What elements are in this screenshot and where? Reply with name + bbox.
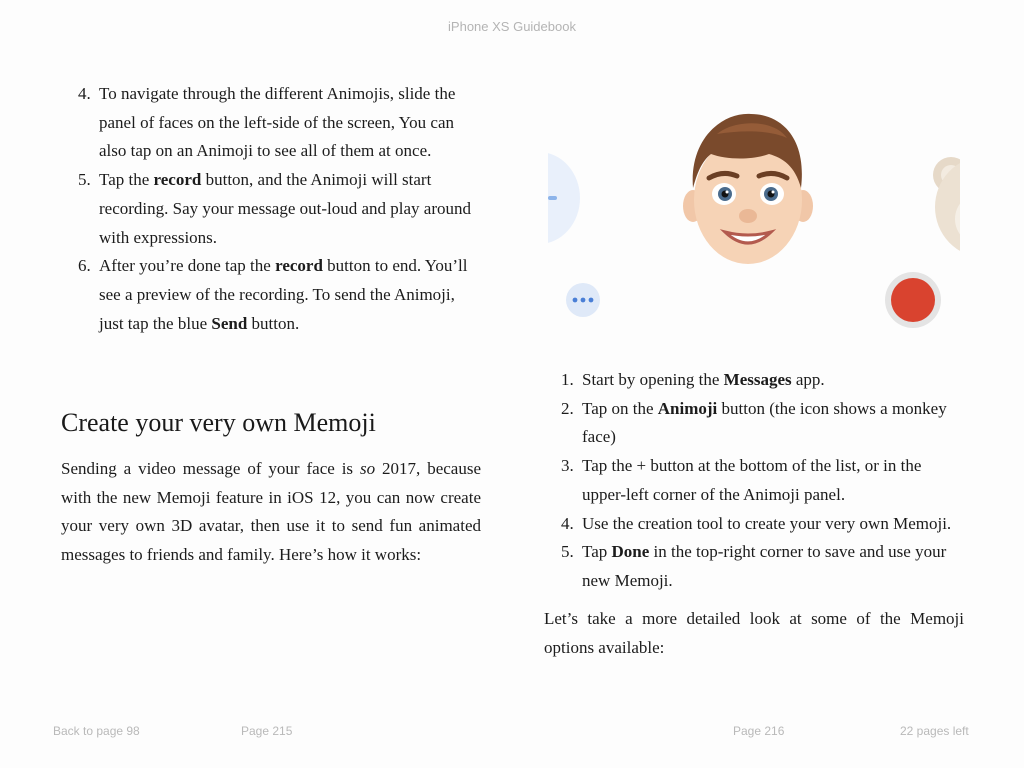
list-item: [544, 510, 964, 539]
list-item: [61, 252, 481, 338]
steps-list: [544, 366, 964, 596]
step-number: 5.: [78, 170, 91, 190]
list-item: [544, 395, 964, 452]
step-number: 6.: [78, 256, 91, 276]
step-text: Tap on the Animoji button (the icon shows a monkey face): [582, 398, 947, 447]
back-to-page-link[interactable]: Back to page 98: [53, 724, 140, 738]
emphasis-text: Messages: [723, 370, 792, 389]
left-page-steps: [61, 80, 481, 338]
step-number: 5.: [561, 542, 574, 562]
details-paragraph: Let’s take a more detailed look at some of the Memoji options available:: [544, 609, 964, 657]
step-number: 4.: [561, 513, 574, 533]
list-item: [544, 366, 964, 395]
emphasis-text: so: [359, 459, 376, 478]
list-item: [544, 538, 964, 595]
emphasis-text: record: [153, 170, 202, 190]
more-options-button[interactable]: [566, 283, 600, 317]
step-text: Tap Done in the top-right corner to save and use your new Memoji.: [582, 542, 947, 590]
left-page-number: Page 215: [241, 724, 293, 738]
record-button[interactable]: [885, 272, 941, 328]
list-item: [544, 452, 964, 509]
step-number: 2.: [561, 398, 574, 418]
emphasis-text: record: [275, 256, 323, 276]
book-title: iPhone XS Guidebook: [448, 19, 576, 34]
record-icon: [891, 278, 935, 322]
right-page-number: Page 216: [733, 724, 785, 738]
add-indicator-icon: [548, 196, 557, 200]
step-text: Tap the + button at the bottom of the list, or in the upper-left corner of the Animoji panel.: [582, 456, 922, 504]
step-number: 4.: [78, 84, 91, 103]
ellipsis-icon: [566, 283, 600, 317]
step-number: 3.: [561, 456, 574, 476]
emphasis-text: Done: [611, 542, 650, 562]
section-heading: Create your very own Memoji: [61, 408, 376, 437]
step-text: Tap the record button, and the Animoji will start recording. Say your message out-loud and play around with expressions.: [99, 170, 472, 247]
intro-paragraph: Sending a video message of your face is so 2017, because with the new Memoji feature in iOS 12, you can now create your very own 3D avatar, then use it to send fun animated messages to friends and family. Here’s how it works:: [61, 459, 481, 565]
memoji-face-icon: [683, 108, 813, 268]
right-page-steps: [544, 366, 964, 596]
monkey-animoji-icon: [923, 145, 960, 255]
emphasis-text: Animoji: [657, 398, 718, 418]
steps-list: [61, 80, 481, 338]
list-item: [61, 166, 481, 252]
step-number: 1.: [561, 370, 574, 389]
step-text: Use the creation tool to create your very own Memoji.: [582, 513, 952, 533]
list-item: [61, 80, 481, 166]
step-text: After you’re done tap the record button to end. You’ll see a preview of the recording. To send the Animoji, just tap the blue Send button.: [99, 256, 468, 333]
animoji-illustration: [548, 100, 960, 340]
step-text: To navigate through the different Animojis, slide the panel of faces on the left-side of the screen, You can also tap on an Animoji to see all of them at once.: [99, 84, 456, 161]
step-text: Start by opening the Messages app.: [582, 370, 825, 389]
pages-left-indicator: 22 pages left: [900, 724, 969, 738]
emphasis-text: Send: [211, 313, 248, 333]
